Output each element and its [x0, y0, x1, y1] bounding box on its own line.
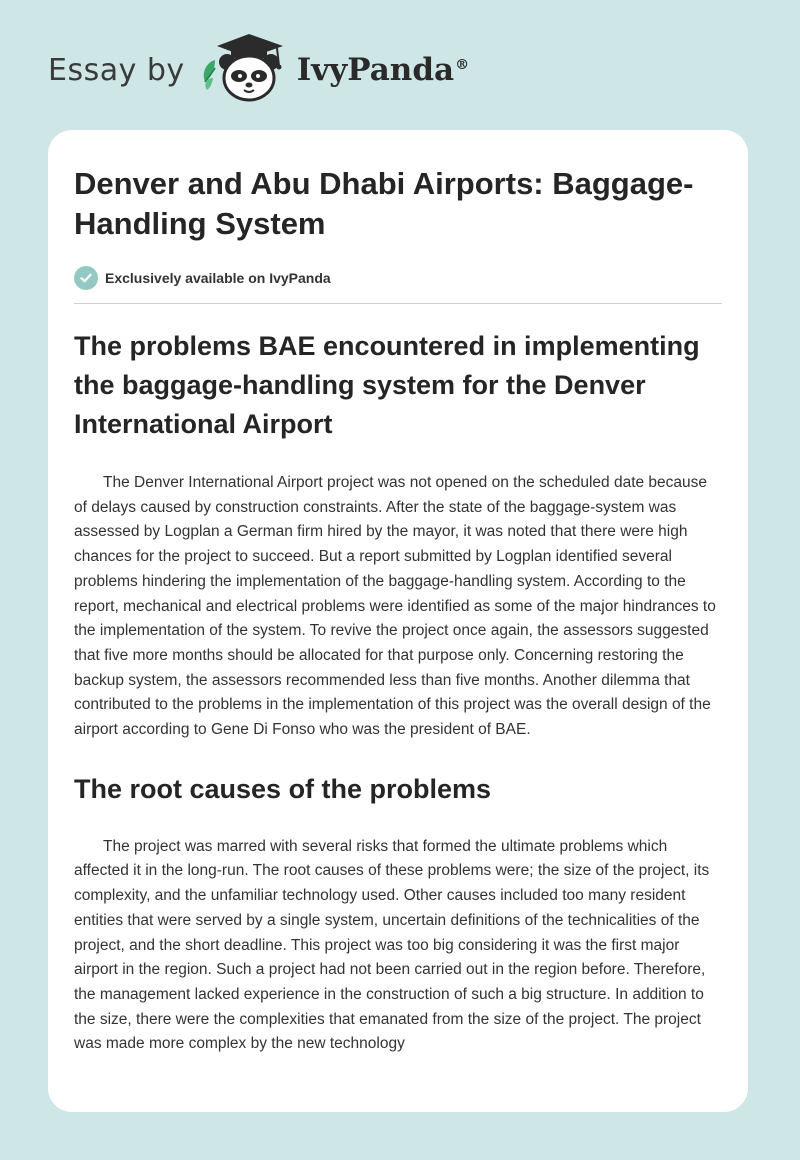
panda-graduate-icon[interactable]: [199, 32, 297, 109]
essay-card: [48, 130, 748, 1112]
site-header: [48, 30, 548, 110]
exclusive-badge-label: Exclusively available on IvyPanda: [105, 270, 331, 286]
check-icon: [74, 266, 98, 290]
section-heading: The root causes of the problems: [74, 773, 492, 804]
exclusive-badge: [74, 266, 722, 290]
section-paragraph: The project was marred with several risks that formed the ultimate problems which affected it in the long-run. The root causes of these problems were; the size of the project, its complexity, and the unfamiliar technology used. Other causes included too many resident entities that were served by a single system, uncertain definitions of the technicalities of the project, and the short deadline. This project was too big considering it was the first major airport in the region. Such a project had not been carried out in the region before. Therefore, the management lacked experience in the construction of such a big structure. In addition to the size, there were the complexities that emanated from the size of the project. The project was made more complex by the new technology: [74, 837, 710, 1053]
page-title: Denver and Abu Dhabi Airports: Baggage-Handling System: [74, 166, 694, 241]
section-heading: The problems BAE encountered in implementing the baggage-handling system for the Denver International Airport: [74, 331, 700, 439]
divider: [74, 303, 722, 304]
essay-by-label: Essay by: [48, 52, 185, 88]
section-paragraph: The Denver International Airport project was not opened on the scheduled date because of delays caused by construction constraints. After the state of the baggage-system was assessed by Logplan a German firm hired by the mayor, it was noted that there were high chances for the project to succeed. But a report submitted by Logplan identified several problems hindering the implementation of the baggage-handling system. According to the report, mechanical and electrical problems were identified as some of the major hindrances to the implementation of the system. To revive the project once again, the assessors suggested that five more months should be allocated for that purpose only. Concerning restoring the backup system, the assessors recommended less than five months. Another dilemma that contributed to the problems in the implementation of this project was the overall design of the airport according to Gene Di Fonso who was the president of BAE.: [74, 474, 716, 739]
registered-mark: ®: [455, 56, 470, 73]
brand-name[interactable]: IvyPanda®: [296, 52, 470, 88]
